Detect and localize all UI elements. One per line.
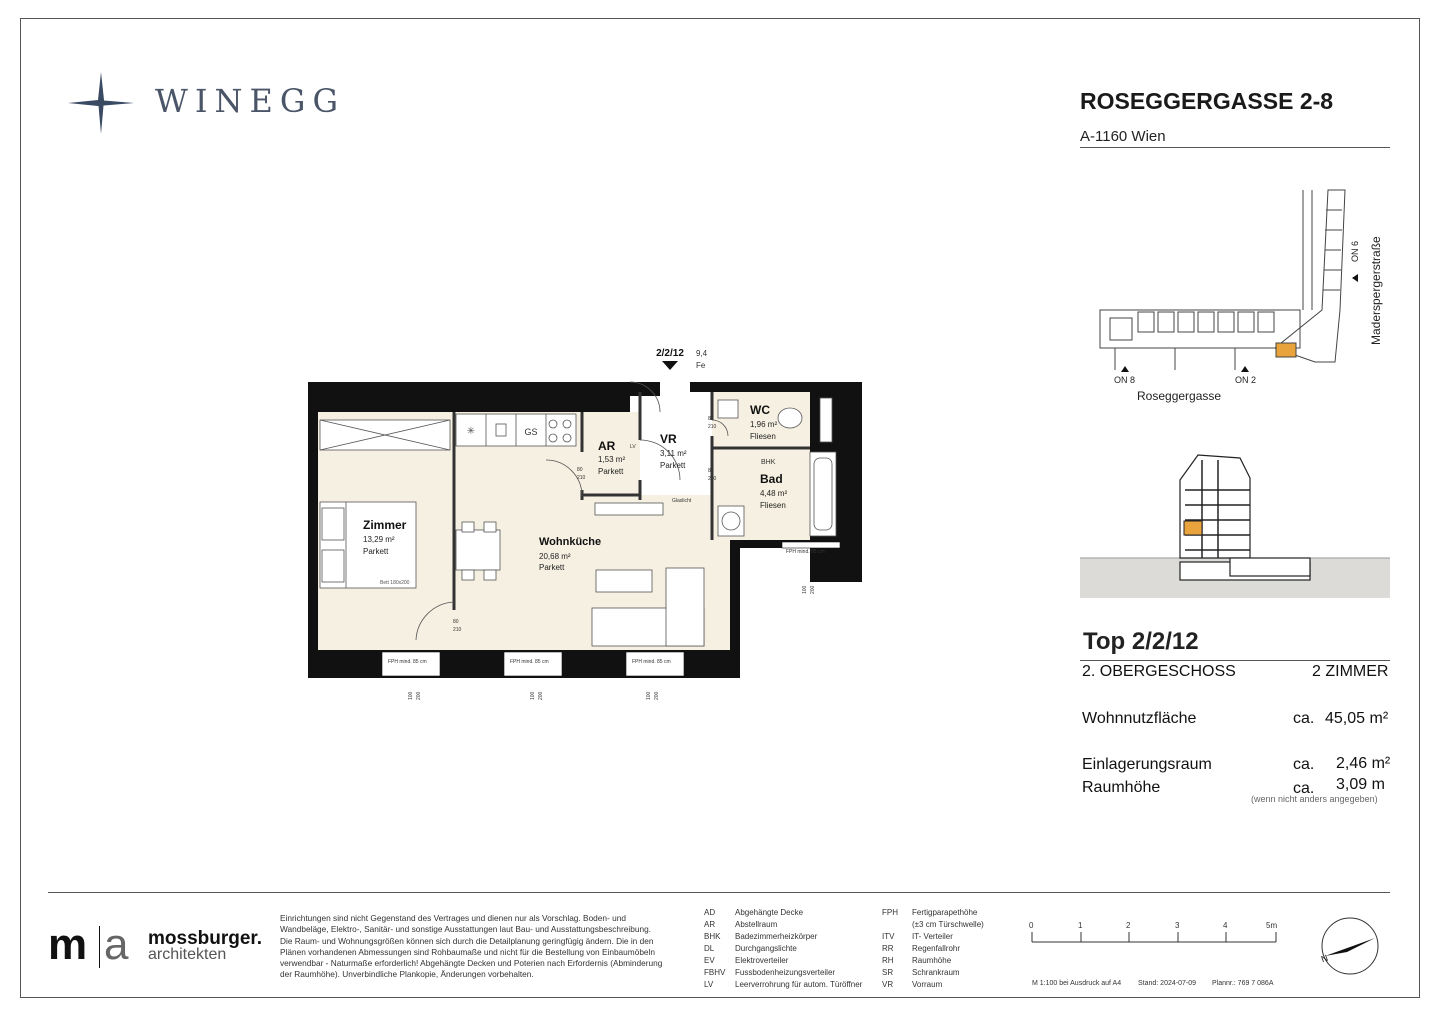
legend-left-text: Abgehängte Decke Abstellraum Badezimmerheizkörper Durchgangslichte Elektroverteiler Fussbodenheizungsverteiler Leerverrohrung für autom. Türöffner [735, 908, 863, 989]
legend-right-text: Fertigparapethöhe (±3 cm Türschwelle) IT- Verteiler Regenfallrohr Raumhöhe Schrankraum Vorraum [912, 908, 984, 989]
address-city: A-1160 Wien [1080, 128, 1166, 145]
svg-text:✳: ✳ [466, 426, 476, 437]
fph-label: FPH mind. 85 cm [510, 659, 549, 665]
window-height: 100 [530, 691, 536, 700]
architect-mark-a: a [104, 920, 129, 969]
room-name: Wohnküche [539, 536, 602, 548]
room-area: 20,68 m² [539, 552, 571, 561]
lv-label: LV [630, 444, 636, 450]
door-width: 80 [708, 468, 714, 474]
plan-date: Stand: 2024-07-09 [1138, 980, 1196, 987]
height-note: (wenn nicht anders angegeben) [1251, 794, 1378, 804]
north-arrow-icon [1315, 912, 1385, 982]
section-view [1080, 450, 1392, 600]
row-ca: ca. [1293, 710, 1315, 727]
street-right-label: Maderspergerstraße [1369, 236, 1383, 345]
site-plan [1090, 180, 1400, 410]
row-value: 45,05 m² [1325, 710, 1389, 727]
legend-right-abbr: FPH ITV RR RH SR VR [882, 908, 898, 989]
scale-tick: 2 [1126, 921, 1131, 930]
room-floor: Parkett [598, 467, 624, 476]
on6-label: ON 6 [1350, 240, 1360, 262]
scale-tick: 4 [1223, 921, 1228, 930]
row-label: Einlagerungsraum [1082, 756, 1212, 773]
row-label: Raumhöhe [1082, 779, 1161, 796]
unit-tag-side1: 9,4 [696, 349, 708, 358]
divider [1080, 660, 1390, 661]
door-width: 80 [577, 467, 583, 473]
door-height: 210 [453, 627, 462, 633]
door-height: 210 [708, 424, 717, 430]
room-floor: Fliesen [760, 501, 786, 510]
room-floor: Parkett [539, 563, 565, 572]
architect-mark-divider [99, 926, 100, 968]
architect-mark-m: m [48, 920, 88, 969]
street-bottom-label: Roseggergasse [1137, 389, 1222, 403]
window-height: 100 [408, 691, 414, 700]
row-value: 3,09 m [1336, 776, 1385, 793]
room-area: 4,48 m² [760, 489, 788, 498]
floor-plan [300, 340, 870, 710]
door-height: 210 [708, 476, 717, 482]
on2-label: ON 2 [1235, 375, 1257, 385]
room-floor: Parkett [363, 547, 389, 556]
door-width: 80 [708, 416, 714, 422]
legend-left-abbr: AD AR BHK DL EV FBHV LV [704, 908, 726, 989]
address-street: ROSEGGERGASSE 2-8 [1080, 88, 1334, 114]
scale-tick: 0 [1029, 921, 1034, 930]
scale-tick: 1 [1078, 921, 1083, 930]
room-area: 3,11 m² [660, 449, 687, 458]
unit-tag: 2/2/12 [656, 348, 684, 359]
room-name: WC [750, 403, 770, 417]
room-name: VR [660, 432, 677, 446]
brand-name: WINEGG [155, 82, 346, 120]
north-label: N [1319, 952, 1330, 965]
window-height: 100 [802, 585, 808, 594]
scale-note: M 1:100 bei Ausdruck auf A4 [1032, 980, 1122, 987]
fph-label: FPH mind. 85 cm [632, 659, 671, 665]
window-height: 200 [810, 585, 816, 594]
room-area: 1,53 m² [598, 455, 626, 464]
architect-name: mossburger. [148, 928, 263, 949]
door-width: 80 [453, 619, 459, 625]
window-height: 200 [654, 691, 660, 700]
architect-sub: architekten [148, 946, 227, 963]
plan-number: Plannr.: 769 7 086A [1212, 980, 1274, 987]
row-value: 2,46 m² [1336, 755, 1391, 772]
room-floor: Parkett [660, 461, 686, 470]
scale-bar [1026, 918, 1286, 948]
room-area: 13,29 m² [363, 535, 395, 544]
row-label: Wohnnutzfläche [1082, 710, 1197, 727]
disclaimer-text: Einrichtungen sind nicht Gegenstand des Vertrages und dienen nur als Vorschlag. Boden- und Wandbeläge, Elektro-, Sanitär- und sonstige Ausstattungen laut Bau- und Ausstattungsbeschreibung. Die Raum- und Wohnungsgrößen können sich durch die Detailplanung geringfügig ändern. Die in den Plänen vorhandenen Abmessungen sind Rohbaumaße und nicht für die Bestellung von Einbaumöbeln verwendbar - Naturmaße erforderlich! Abgehängte Decken und Poterien nach Erfordernis (Abminderung der Raumhöhe). Unverbindliche Plankopie, Änderungen vorbehalten. [280, 913, 663, 980]
door-height: 210 [577, 475, 586, 481]
row-ca: ca. [1293, 756, 1315, 773]
unit-title: Top 2/2/12 [1083, 628, 1199, 655]
star-logo-icon [66, 70, 136, 136]
room-name: Zimmer [363, 518, 407, 532]
room-floor: Fliesen [750, 432, 776, 441]
fph-label: FPH mind. 85 cm [388, 659, 427, 665]
scale-tick: 5m [1266, 921, 1278, 930]
room-area: 1,96 m² [750, 420, 778, 429]
gs-label: GS [524, 427, 538, 437]
window-height: 200 [538, 691, 544, 700]
bhk-label: BHK [761, 459, 776, 466]
footer-divider [48, 892, 1390, 893]
fph-label: FPH mind. 85 cm [786, 549, 825, 555]
window-height: 200 [416, 691, 422, 700]
unit-rooms-count: 2 ZIMMER [1312, 663, 1389, 680]
unit-tag-side2: Fe [696, 361, 706, 370]
room-name: Bad [760, 472, 783, 486]
unit-floor: 2. OBERGESCHOSS [1082, 663, 1236, 680]
row-ca: ca. [1293, 780, 1315, 797]
bett-label: Bett 180x200 [380, 580, 410, 586]
scale-tick: 3 [1175, 921, 1180, 930]
on8-label: ON 8 [1114, 375, 1136, 385]
room-name: AR [598, 439, 616, 453]
window-height: 100 [646, 691, 652, 700]
glas-label: Glaslicht [672, 498, 692, 504]
divider [1080, 147, 1390, 148]
